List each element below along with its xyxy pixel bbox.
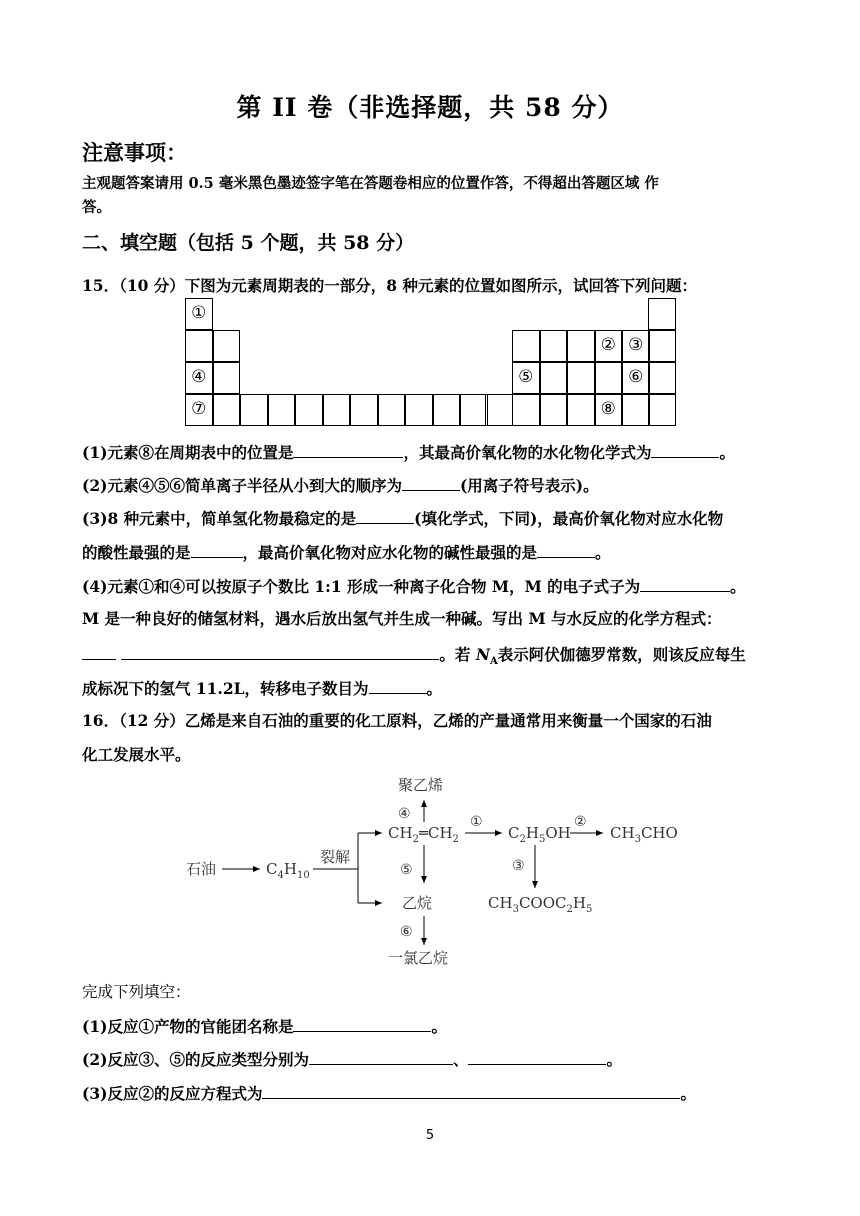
pt-cell	[323, 394, 351, 426]
pt-cell	[405, 394, 433, 426]
pt-cell	[185, 330, 213, 362]
pt-cell	[648, 362, 676, 394]
answer-blank[interactable]	[309, 1048, 453, 1065]
q15-part4-line3	[82, 643, 746, 672]
pt-cell-4: ④	[185, 362, 213, 394]
pt-cell	[540, 394, 568, 426]
q16-stem-line1: 16．（12 分）乙烯是来自石油的重要的化工原料，乙烯的产量通常用来衡量一个国家的石油	[82, 711, 712, 730]
q15-part3-line2	[82, 541, 611, 563]
answer-blank[interactable]	[402, 474, 460, 491]
notice-body	[82, 172, 782, 220]
step-6: ⑥	[400, 924, 413, 940]
step-5: ⑤	[400, 862, 413, 878]
answer-blank[interactable]	[356, 507, 414, 524]
answer-blank[interactable]	[640, 575, 730, 592]
reaction-flow-diagram	[180, 770, 720, 970]
notice-line-2: 答。	[82, 199, 111, 216]
q15-part4-line2: M 是一种良好的储氢材料，遇水后放出氢气并生成一种碱。写出 M 与水反应的化学方程式：	[82, 609, 722, 628]
q15-p1-text-a: (1)元素⑧在周期表中的位置是	[82, 443, 294, 462]
pt-cell	[240, 394, 268, 426]
pt-cell	[648, 394, 676, 426]
page-title: 第 II 卷（非选择题，共 58 分）	[236, 93, 624, 122]
pt-cell	[622, 394, 650, 426]
q16-p3-text-b: 。	[680, 1084, 696, 1103]
pt-cell	[567, 330, 595, 362]
q16-part1	[82, 1015, 447, 1037]
q16-p1-text-b: 。	[431, 1017, 447, 1036]
answer-blank[interactable]	[121, 643, 439, 660]
q15-p4-text-g: 。	[426, 679, 443, 698]
section-heading: 二、填空题（包括 5 个题，共 58 分）	[82, 232, 415, 254]
q16-p3-text-a: (3)反应②的反应方程式为	[82, 1084, 263, 1103]
pt-cell	[350, 394, 378, 426]
pt-cell-8: ⑧	[595, 394, 623, 426]
pt-cell	[567, 362, 595, 394]
answer-blank[interactable]	[82, 643, 116, 660]
q15-p3-text-e: 。	[595, 543, 611, 562]
pt-cell-6: ⑥	[622, 362, 650, 394]
answer-blank[interactable]	[293, 1015, 431, 1032]
pt-cell	[512, 330, 540, 362]
pt-cell	[485, 394, 513, 426]
pt-cell-5: ⑤	[512, 362, 540, 394]
na-symbol: N	[475, 645, 490, 664]
pt-cell	[540, 330, 568, 362]
pt-cell	[460, 394, 488, 426]
notice-line-1: 主观题答案请用 0.5 毫米黑色墨迹签字笔在答题卷相应的位置作答，不得超出答题区域 作	[82, 175, 659, 192]
label-oil: 石油	[186, 860, 217, 878]
pt-cell	[268, 394, 296, 426]
answer-blank[interactable]	[262, 1082, 680, 1099]
step-4: ④	[398, 806, 411, 822]
q16-instruction: 完成下列填空：	[82, 983, 191, 1001]
answer-blank[interactable]	[293, 441, 403, 458]
q15-p4-text-a: (4)元素①和④可以按原子个数比 1:1 形成一种离子化合物 M，M 的电子式子为	[82, 577, 641, 596]
answer-blank[interactable]	[191, 541, 243, 558]
q15-p1-text-c: 。	[719, 443, 735, 462]
label-ethane: 乙烷	[402, 894, 433, 912]
q15-p4-text-b: 。	[730, 577, 746, 596]
answer-blank[interactable]	[369, 677, 427, 694]
q15-p3-text-a: (3)8 种元素中，简单氢化物最稳定的是	[82, 509, 357, 528]
notice-heading: 注意事项：	[82, 140, 187, 165]
label-ethanol: $C_2H_5OH$	[508, 824, 571, 845]
pt-cell	[648, 298, 676, 330]
q15-part2	[82, 474, 599, 496]
answer-blank[interactable]	[468, 1048, 606, 1065]
q16-part2	[82, 1048, 622, 1070]
step-2: ②	[574, 814, 587, 830]
step-3: ③	[512, 858, 525, 874]
answer-blank[interactable]	[651, 441, 719, 458]
pt-cell	[512, 394, 540, 426]
na-subscript: A	[489, 656, 498, 668]
pt-cell	[378, 394, 406, 426]
q16-p2-text-b: 、	[452, 1050, 469, 1069]
q15-p3-text-c: 的酸性最强的是	[82, 543, 191, 562]
answer-blank[interactable]	[537, 541, 595, 558]
q15-p3-text-b: (填化学式，下同)，最高价氧化物对应水化物	[414, 509, 724, 528]
q15-p2-text-b: (用离子符号表示)。	[459, 476, 599, 495]
label-polyethylene: 聚乙烯	[398, 776, 444, 794]
pt-cell	[567, 394, 595, 426]
q15-p4-text-d: 。若	[439, 645, 476, 664]
pt-cell-7: ⑦	[185, 394, 213, 426]
pt-cell	[648, 330, 676, 362]
pt-cell	[595, 362, 623, 394]
pt-cell-1: ①	[185, 298, 213, 330]
pt-cell	[213, 362, 241, 394]
pt-cell	[213, 394, 241, 426]
q15-p4-text-f: 成标况下的氢气 11.2L，转移电子数目为	[82, 679, 369, 698]
label-c4h10: $C_4H_{10}$	[266, 860, 310, 881]
pt-cell	[213, 330, 241, 362]
q15-p3-text-d: ，最高价氧化物对应水化物的碱性最强的是	[242, 543, 538, 562]
q16-stem-line2: 化工发展水平。	[82, 745, 191, 764]
pt-cell	[433, 394, 461, 426]
label-chloroethane: 一氯乙烷	[388, 949, 449, 967]
q15-part4-line4	[82, 677, 442, 699]
pt-cell-2: ②	[595, 330, 623, 362]
label-crack: 裂解	[320, 848, 351, 866]
pt-cell	[295, 394, 323, 426]
q15-stem: 15．（10 分）下图为元素周期表的一部分，8 种元素的位置如图所示，试回答下列问题：	[82, 276, 697, 295]
q15-p4-text-e: 表示阿伏伽德罗常数，则该反应每生	[497, 645, 746, 664]
label-acetaldehyde: $CH_3CHO$	[610, 824, 678, 845]
periodic-table-fragment	[185, 298, 677, 426]
q15-part4-line1	[82, 575, 746, 597]
label-ethyl-acetate: $CH_3COOC_2H_5$	[488, 894, 593, 915]
q15-part3-line1	[82, 507, 723, 529]
pt-cell	[540, 362, 568, 394]
q16-p2-text-c: 。	[606, 1050, 622, 1069]
q16-part3	[82, 1082, 696, 1104]
pt-cell-3: ③	[622, 330, 650, 362]
label-ethylene: $CH_2═CH_2$	[388, 824, 459, 845]
q15-p1-text-b: ，其最高价氧化物的水化物化学式为	[403, 443, 652, 462]
q15-part1	[82, 441, 735, 463]
page-number: 5	[425, 1128, 435, 1143]
q16-p2-text-a: (2)反应③、⑤的反应类型分别为	[82, 1050, 309, 1069]
step-1: ①	[470, 814, 483, 830]
q15-p2-text-a: (2)元素④⑤⑥简单离子半径从小到大的顺序为	[82, 476, 402, 495]
q16-p1-text-a: (1)反应①产物的官能团名称是	[82, 1017, 294, 1036]
